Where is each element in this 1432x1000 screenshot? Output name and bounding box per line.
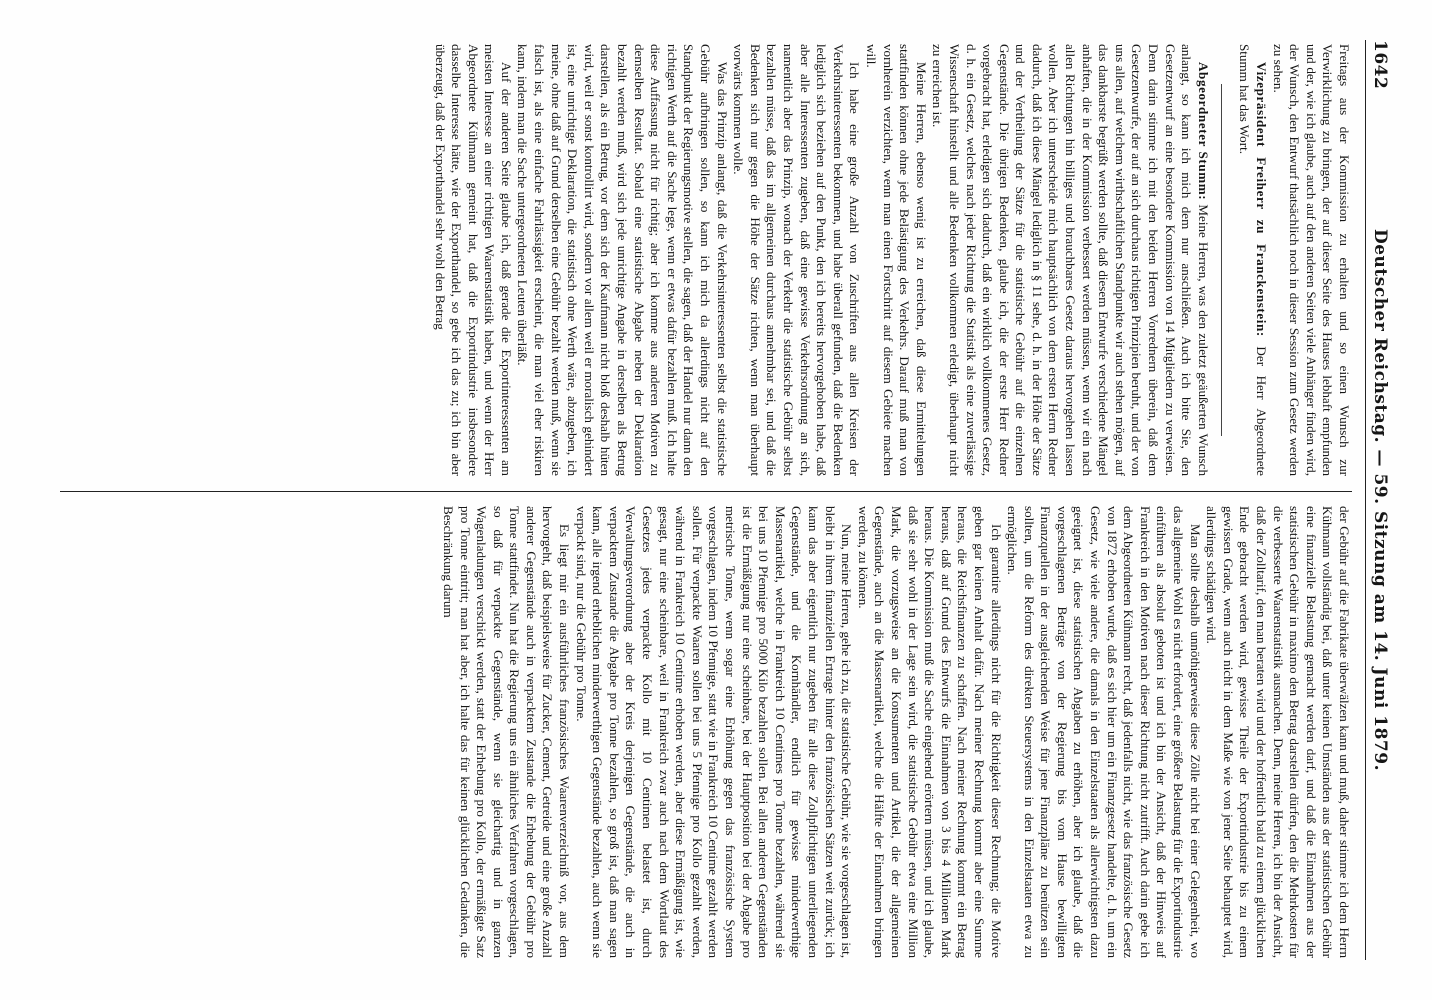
paragraph	[1236, 44, 1269, 476]
speech-text: Meine Herren, was den zuletzt geäußerten Wunsch anlangt, so kann ich mich dem nur anschließen. Auch ich bitte Sie, den Gesetzentwurf an eine besondere Kommission von 14 Mitgliedern zu verweisen. Denn darin stimme ich mit den beiden Herren Vorrednern überein, daß dem Gesetzentwurfe, der auf an sich durchaus richtigen Prinzipien beruht, und der von uns allen, auf welchem wirthschaftlichen Standpunkte wir auch stehen mögen, auf das dankbarste begrüßt werden sollte, daß diesem Entwurfe verschiedene Mängel anhaften, die in der Kommission verbessert werden müssen, wenn wir ein nach allen Richtungen hin billiges und brauchbares Gesetz daraus hervorgehen lassen wollen. Aber ich unterscheide mich hauptsächlich von dem ersten Herrn Redner dadurch, daß ich diese Mängel lediglich in § 11 sehe, d. h. in der Höhe der Sätze und der Vertheilung der Sätze für die statistische Gebühr auf die einzelnen Gegenstände. Die übrigen Bedenken, glaube ich, die der erste Herr Redner vorgebracht hat, erledigen sich dadurch, daß ein wirklich vollkommenes Gesetz, d. h. ein Gesetz, welches nach jeder Richtung die Statistik als eine zuverlässige Wissenschaft hinstellt und alle Bedenken vollkommen erledigt, überhaupt nicht zu erreichen ist.	[930, 44, 1211, 476]
speech-text: Der Herr Abgeordnete Stumm hat das Wort.	[1237, 44, 1270, 476]
paragraph: Ich garantire allerdings nicht für die Richtigkeit dieser Rechnung; die Motive geben gar keinen Anhalt dafür. Nach meiner Rechnung kommt aber eine Summe heraus, die Reichsfinanzen zu schaffen. Nach meiner Rechnung kommt ein Betrag heraus, daß auf Grund des Entwurfs die Einnahmen von 3 bis 4 Millionen Mark heraus. Die Kommission muß die Sache eingehend erörtern müssen, und ich glaube, daß sie sehr wohl in der Lage sein wird, die statistische Gebühr etwa eine Million Mark, die vorzugsweise an die Konsumenten und Artikel, die der allgemeinen Gegenstände, auch an die Massenartikel, welche die Hälfte der Einnahmen bringen werden, zu können.	[855, 506, 1004, 958]
section-divider	[1221, 84, 1236, 436]
paragraph: Freitags aus der Kommission zu erhalten und so einen Wunsch zur Verwirklichung zu bringen, der auf dieser Seite des Hauses lebhaft empfunden und der, wie ich glaube, auch auf den anderen Seiten viele Anhänger finden wird, der Wunsch, den Entwurf thatsächlich noch in dieser Session zum Gesetz werden zu sehen.	[1270, 44, 1352, 476]
publication-name: Deutscher Reichstag.	[1370, 229, 1390, 444]
page-number: 1642	[1370, 40, 1390, 90]
paragraph: Es liegt mir ein ausführliches französisches Waarenverzeichniß vor, aus dem hervorgeht, daß beispielsweise für Zucker, Cement, Getreide und eine große Anzahl anderer Gegenstände auch in verpacktem Zustande die Erhebung der Gebühr pro Tonne stattfindet. Nun hat die Regierung uns ein ähnliches Verfahren vorgeschlagen, so daß für verpackte Gegenstände, wenn sie gleichartig und in ganzen Wagenladungen verschickt werden, statt der Erhebung pro Kollo, der ermäßigte Satz pro Tonne eintritt; man hat aber, ich halte das für keinen glücklichen Gedanken, die Beschränkung darum	[440, 506, 573, 958]
paragraph: Nun, meine Herren, gehe ich zu, die statistische Gebühr, wie sie vorgeschlagen ist, bleibt in ihrem finanziellen Ertrage hinter den französischen Sätzen weit zurück; ich kann das aber eigentlich nur zugeben für alle diese Zollpflichtigen unterliegenden Gegenstände, und die Kornhändler, endlich für gewisse minderwerthige Massenartikel, welche in Frankreich 10 Centimes pro Tonne bezahlen, während sie bei uns 10 Pfennige pro 5000 Kilo bezahlen sollen. Bei allen anderen Gegenständen ist die Ermäßigung nur eine scheinbare, bei der Hauptposition bei der Abgabe pro metrische Tonne, wenn sogar eine Erhöhung gegen das französische System vorgeschlagen, indem 10 Pfennige, statt wie in Frankreich 10 Centime gezahlt werden sollen. Für verpackte Waaren sollen bei uns 5 Pfennige pro Kollo gezahlt werden, während in Frankreich 10 Centime erhoben werden, aber diese Ermäßigung ist, wie gesagt, nur eine scheinbare, weil in Frankreich zwar auch nach dem Wortlaut des Gesetzes jedes verpackte Kollo mit 10 Centimen belastet ist, durch Verwaltungsverordnung aber der Kreis derjenigen Gegenstände, die auch in verpacktem Zustande die Abgabe pro Tonne bezahlen, so groß ist, daß man sagen kann, alle irgend erheblichen minderwerthigen Gegenstände bezahlen, auch wenn sie verpackt sind, nur die Gebühr pro Tonne.	[573, 506, 855, 958]
paragraph: Auf der anderen Seite glaube ich, daß gerade die Exportinteressenten am meisten Interesse an einer richtigen Waarenstatistik haben, und wenn der Herr Abgeordnete Kühmann gemeint hat, daß die Exportindustrie insbesondere dasselbe Interesse hätte, wie der Exporthandel, so gebe ich das zu; ich bin aber überzeugt, daß der Exporthandel sehr wohl den Betrag	[432, 44, 514, 476]
text-column-left	[56, 44, 1352, 476]
speaker-name: Vizepräsident Freiherr zu Franckenstein:	[1254, 62, 1270, 337]
paragraph: Ich habe eine große Anzahl von Zuschriften aus allen Kreisen der Verkehrsinteressenten bekommen, und habe überall gefunden, daß die Bedenken lediglich sich beziehen auf den Punkt, den ich bereits hervorgehoben habe, daß aber alle Interessenten zugeben, daß eine gewisse Verkehrsordnung an sich, namentlich aber das Prinzip, wonach der Verkehr die statistische Gebühr selbst bezahlen müsse, daß das im allgemeinen durchaus annehmbar sei, und daß die Bedenken sich nur gegen die Höhe der Sätze richten, wenn man überhaupt vorwärts kommen wolle.	[731, 44, 863, 476]
page-header	[1365, 40, 1392, 960]
session-info: — 59. Sitzung am 14. Juni 1879.	[1370, 449, 1390, 771]
paragraph	[929, 44, 1211, 476]
text-column-right	[56, 506, 1352, 958]
paragraph: Man sollte deshalb unnöthigerweise diese Zölle nicht bei einer Gelegenheit, wo das allgemeine Wohl es nicht erfordert, eine größere Belastung für die Exportindustrie einführen als absolut geboten ist und ich bin der Ansicht, daß der Hinweis auf Frankreich in den Motiven nach dieser Richtung nicht zutrifft. Auch darin gebe ich dem Abgeordneten Kühmann recht, daß jedenfalls nicht, wie das französische Gesetz von 1872 erhoben wurde, daß es sich hier um ein Finanzgesetz handelte, d. h. um ein Gesetz, wie viele andere, die damals in den Einzelstaaten als allerwichtigsten dazu geeignet ist, diese statistischen Abgaben zu erhöhen, aber ich glaube, daß die vorgeschlagenen Beträge von der Regierung bis vom Hause bewilligten Finanzquellen in der ausgleichenden Weise für jene Finanzpläne zu benützen sein sollten, um die Reform des direkten Steuersystems in den Einzelstaaten etwa zu ermöglichen.	[1005, 506, 1203, 958]
paragraph: Meine Herren, ebenso wenig ist zu erreichen, daß diese Ermittelungen stattfinden können ohne jede Belästigung des Verkehrs. Darauf muß man von vornherein verzichten, wenn man einen Fortschritt auf diesem Gebiete machen will.	[863, 44, 929, 476]
column-rule	[60, 491, 1352, 492]
publication-title	[1370, 40, 1390, 960]
speaker-name: Abgeordneter Stumm:	[1195, 62, 1211, 201]
paragraph: der Gebühr auf die Fabrikate überwälzen kann und muß, daher stimme ich dem Herrn Kühmann vollständig bei, daß unter keinen Umständen aus der statistischen Gebühr eine finanzielle Belastung gemacht werden darf, und daß die Einnahmen aus der statistischen Gebühr in maximo den Betrag darstellen dürfen, den die Mehrkosten für die verbesserte Waarenstatistik ausmachen. Denn, meine Herren, ich bin der Ansicht, daß der Zolltarif, den man beraten wird und der hoffentlich bald zu einem glücklichen Ende gebracht werden wird, gewisse Theile der Exportindustrie bis zu einem gewissen Grade, wenn auch nicht in dem Maße wie von jener Seite behauptet wird, allerdings schädigen wird.	[1204, 506, 1352, 958]
paragraph: Was das Prinzip anlangt, daß die Verkehrsinteressenten selbst die statistische Gebühr aufbringen sollen, so kann ich mich da allerdings nicht auf den Standpunkt der Regierungsmotive stellen, die sagen, daß der Handel nur dann den richtigen Werth auf die Sache lege, wenn er etwas dafür bezahlen muß. Ich halte diese Auffassung nicht für richtig; aber ich komme aus anderen Motiven zu demselben Resultat. Sobald eine statistische Abgabe neben der Deklaration bezahlt werden muß, wird sich jede unrichtige Angabe in derselben als Betrug darstellen, als ein Betrug, vor dem sich der Kaufmann nicht bloß deshalb hüten wird, weil er sonst kontrollirt wird, sondern vor allem weil er moralisch gehindert ist, eine unrichtige Deklaration, die statistisch ohne Werth wäre, abzugeben, ich meine, ohne daß auf Grund derselben eine Gebühr bezahlt werden muß, wenn sie falsch ist, als eine einfache Fahrlässigkeit erscheint, die man viel eher riskiren kann, indem man die Sache untergeordneten Leuten überläßt.	[515, 44, 730, 476]
